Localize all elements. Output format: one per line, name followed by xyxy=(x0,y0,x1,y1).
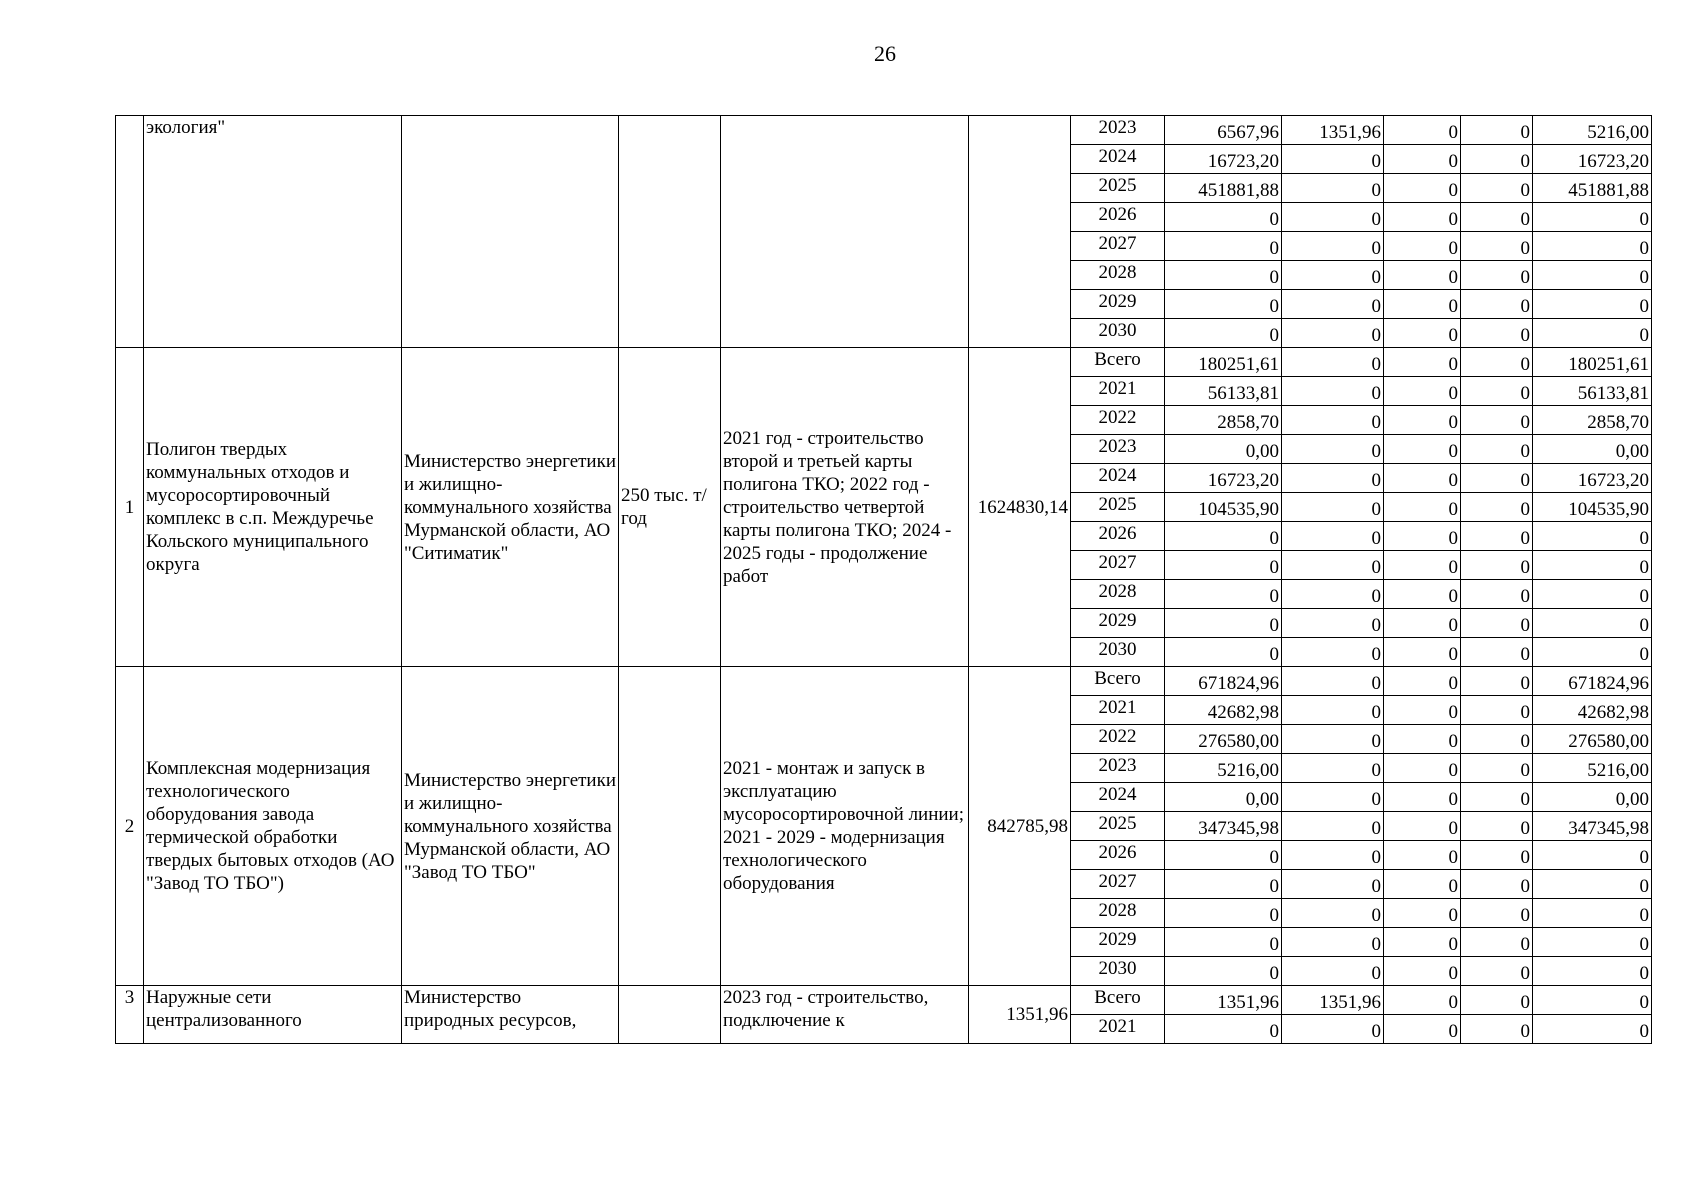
year-cell: 2026 xyxy=(1071,522,1165,551)
page-number: 26 xyxy=(874,41,896,66)
year-cell: 2023 xyxy=(1071,116,1165,145)
amount-cell: 0 xyxy=(1384,174,1461,203)
amount-cell: 0 xyxy=(1384,580,1461,609)
amount-cell: 0 xyxy=(1384,377,1461,406)
amount-cell: 0 xyxy=(1384,522,1461,551)
amount-cell: 0 xyxy=(1461,435,1533,464)
amount-cell: 1351,96 xyxy=(1282,986,1384,1015)
amount-cell: 0 xyxy=(1461,696,1533,725)
amount-cell: 0 xyxy=(1384,754,1461,783)
year-cell: 2027 xyxy=(1071,551,1165,580)
year-cell: 2030 xyxy=(1071,957,1165,986)
amount-cell: 0 xyxy=(1384,783,1461,812)
amount-cell: 0 xyxy=(1533,261,1652,290)
amount-cell: 0 xyxy=(1165,899,1282,928)
amount-cell: 0 xyxy=(1384,232,1461,261)
amount-cell: 0 xyxy=(1384,638,1461,667)
table-row xyxy=(116,348,1652,377)
amount-cell: 0 xyxy=(1533,841,1652,870)
year-cell: 2022 xyxy=(1071,725,1165,754)
amount-cell: 1351,96 xyxy=(1165,986,1282,1015)
cost-cell: 1351,96 xyxy=(969,986,1071,1044)
amount-cell: 0 xyxy=(1165,870,1282,899)
amount-cell: 0,00 xyxy=(1165,435,1282,464)
amount-cell: 0 xyxy=(1282,290,1384,319)
stages-cell: 2021 - монтаж и запуск в эксплуатацию мусоросортировочной линии; 2021 - 2029 - модернизация технологического оборудования xyxy=(721,667,969,986)
amount-cell: 0 xyxy=(1282,145,1384,174)
amount-cell: 0 xyxy=(1533,319,1652,348)
year-cell: 2024 xyxy=(1071,783,1165,812)
amount-cell: 0 xyxy=(1533,609,1652,638)
amount-cell: 0 xyxy=(1461,609,1533,638)
amount-cell: 0 xyxy=(1384,551,1461,580)
amount-cell: 0 xyxy=(1165,290,1282,319)
year-cell: 2021 xyxy=(1071,696,1165,725)
amount-cell: 0 xyxy=(1461,232,1533,261)
row-number-cell: 1 xyxy=(116,348,144,667)
amount-cell: 0 xyxy=(1461,580,1533,609)
amount-cell: 0 xyxy=(1384,957,1461,986)
table-row xyxy=(116,667,1652,696)
amount-cell: 56133,81 xyxy=(1533,377,1652,406)
year-cell: 2030 xyxy=(1071,638,1165,667)
amount-cell: 0 xyxy=(1384,203,1461,232)
amount-cell: 0 xyxy=(1384,464,1461,493)
amount-cell: 671824,96 xyxy=(1533,667,1652,696)
amount-cell: 0 xyxy=(1461,319,1533,348)
capacity-cell xyxy=(619,986,721,1044)
amount-cell: 0 xyxy=(1461,783,1533,812)
executor-cell: Министерство природных ресурсов, xyxy=(402,986,619,1044)
year-cell: 2028 xyxy=(1071,261,1165,290)
year-cell: 2024 xyxy=(1071,464,1165,493)
amount-cell: 0 xyxy=(1461,928,1533,957)
year-cell: 2025 xyxy=(1071,493,1165,522)
amount-cell: 0 xyxy=(1165,551,1282,580)
amount-cell: 104535,90 xyxy=(1533,493,1652,522)
amount-cell: 0 xyxy=(1384,899,1461,928)
amount-cell: 0 xyxy=(1282,319,1384,348)
amount-cell: 0 xyxy=(1282,870,1384,899)
amount-cell: 0 xyxy=(1533,203,1652,232)
amount-cell: 0 xyxy=(1282,522,1384,551)
amount-cell: 180251,61 xyxy=(1165,348,1282,377)
year-cell: 2026 xyxy=(1071,203,1165,232)
amount-cell: 0 xyxy=(1165,928,1282,957)
amount-cell: 0 xyxy=(1282,754,1384,783)
amount-cell: 451881,88 xyxy=(1533,174,1652,203)
amount-cell: 0 xyxy=(1461,116,1533,145)
amount-cell: 0 xyxy=(1384,290,1461,319)
row-number-cell xyxy=(116,116,144,348)
year-cell: Всего xyxy=(1071,348,1165,377)
amount-cell: 16723,20 xyxy=(1165,464,1282,493)
amount-cell: 0 xyxy=(1384,1015,1461,1044)
cost-cell: 1624830,14 xyxy=(969,348,1071,667)
amount-cell: 0 xyxy=(1461,261,1533,290)
amount-cell: 16723,20 xyxy=(1165,145,1282,174)
amount-cell: 5216,00 xyxy=(1533,754,1652,783)
amount-cell: 0 xyxy=(1461,493,1533,522)
amount-cell: 0 xyxy=(1282,377,1384,406)
amount-cell: 0 xyxy=(1461,986,1533,1015)
empty-cell xyxy=(721,116,969,348)
amount-cell: 0 xyxy=(1533,870,1652,899)
amount-cell: 56133,81 xyxy=(1165,377,1282,406)
executor-cell: Министерство энергетики и жилищно-коммунального хозяйства Мурманской области, АО "Завод ТО ТБО" xyxy=(402,667,619,986)
amount-cell: 0 xyxy=(1461,725,1533,754)
amount-cell: 0 xyxy=(1282,203,1384,232)
amount-cell: 0 xyxy=(1165,638,1282,667)
amount-cell: 0 xyxy=(1282,812,1384,841)
amount-cell: 0 xyxy=(1282,174,1384,203)
row-number-cell: 3 xyxy=(116,986,144,1044)
amount-cell: 0 xyxy=(1461,464,1533,493)
amount-cell: 276580,00 xyxy=(1165,725,1282,754)
year-cell: 2022 xyxy=(1071,406,1165,435)
capacity-cell xyxy=(619,667,721,986)
amount-cell: 0 xyxy=(1282,435,1384,464)
amount-cell: 0 xyxy=(1165,203,1282,232)
amount-cell: 671824,96 xyxy=(1165,667,1282,696)
amount-cell: 0 xyxy=(1461,406,1533,435)
amount-cell: 0 xyxy=(1533,957,1652,986)
year-cell: 2027 xyxy=(1071,232,1165,261)
amount-cell: 0 xyxy=(1282,725,1384,754)
amount-cell: 0 xyxy=(1533,928,1652,957)
year-cell: 2025 xyxy=(1071,174,1165,203)
year-cell: 2024 xyxy=(1071,145,1165,174)
amount-cell: 6567,96 xyxy=(1165,116,1282,145)
amount-cell: 0 xyxy=(1461,290,1533,319)
amount-cell: 276580,00 xyxy=(1533,725,1652,754)
amount-cell: 0 xyxy=(1384,696,1461,725)
amount-cell: 0 xyxy=(1165,609,1282,638)
year-cell: 2023 xyxy=(1071,435,1165,464)
year-cell: 2030 xyxy=(1071,319,1165,348)
year-cell: 2029 xyxy=(1071,290,1165,319)
amount-cell: 0 xyxy=(1533,986,1652,1015)
year-cell: 2023 xyxy=(1071,754,1165,783)
amount-cell: 5216,00 xyxy=(1165,754,1282,783)
table-row xyxy=(116,116,1652,145)
stages-cell: 2023 год - строительство, подключение к xyxy=(721,986,969,1044)
amount-cell: 0 xyxy=(1461,348,1533,377)
amount-cell: 0,00 xyxy=(1533,435,1652,464)
amount-cell: 0 xyxy=(1533,522,1652,551)
amount-cell: 0 xyxy=(1282,1015,1384,1044)
amount-cell: 0 xyxy=(1282,667,1384,696)
year-cell: 2028 xyxy=(1071,580,1165,609)
project-name-cell: экология" xyxy=(144,116,402,348)
amount-cell: 0 xyxy=(1384,493,1461,522)
year-cell: Всего xyxy=(1071,667,1165,696)
amount-cell: 0 xyxy=(1384,116,1461,145)
amount-cell: 0 xyxy=(1461,1015,1533,1044)
investment-table xyxy=(115,115,1652,1044)
amount-cell: 0 xyxy=(1282,261,1384,290)
amount-cell: 0 xyxy=(1282,493,1384,522)
amount-cell: 0 xyxy=(1461,145,1533,174)
amount-cell: 0 xyxy=(1282,696,1384,725)
year-cell: 2029 xyxy=(1071,928,1165,957)
amount-cell: 0 xyxy=(1533,638,1652,667)
amount-cell: 0 xyxy=(1282,783,1384,812)
empty-cell xyxy=(402,116,619,348)
amount-cell: 1351,96 xyxy=(1282,116,1384,145)
amount-cell: 0 xyxy=(1282,348,1384,377)
empty-cell xyxy=(619,116,721,348)
amount-cell: 0 xyxy=(1282,232,1384,261)
amount-cell: 0 xyxy=(1461,812,1533,841)
row-number-cell: 2 xyxy=(116,667,144,986)
amount-cell: 0 xyxy=(1461,841,1533,870)
amount-cell: 0 xyxy=(1461,174,1533,203)
amount-cell: 16723,20 xyxy=(1533,464,1652,493)
stages-cell: 2021 год - строительство второй и третьей карты полигона ТКО; 2022 год - строительство четвертой карты полигона ТКО; 2024 - 2025 годы - продолжение работ xyxy=(721,348,969,667)
amount-cell: 0,00 xyxy=(1165,783,1282,812)
amount-cell: 5216,00 xyxy=(1533,116,1652,145)
amount-cell: 0 xyxy=(1282,841,1384,870)
amount-cell: 0 xyxy=(1533,290,1652,319)
amount-cell: 0 xyxy=(1384,261,1461,290)
amount-cell: 0 xyxy=(1461,522,1533,551)
amount-cell: 0 xyxy=(1282,609,1384,638)
year-cell: 2027 xyxy=(1071,870,1165,899)
amount-cell: 0 xyxy=(1282,638,1384,667)
amount-cell: 0 xyxy=(1461,551,1533,580)
amount-cell: 0 xyxy=(1384,319,1461,348)
amount-cell: 0 xyxy=(1461,203,1533,232)
amount-cell: 0 xyxy=(1533,232,1652,261)
amount-cell: 0 xyxy=(1533,580,1652,609)
amount-cell: 0 xyxy=(1165,232,1282,261)
amount-cell: 2858,70 xyxy=(1533,406,1652,435)
amount-cell: 0 xyxy=(1384,348,1461,377)
executor-cell: Министерство энергетики и жилищно-коммунального хозяйства Мурманской области, АО "Ситиматик" xyxy=(402,348,619,667)
amount-cell: 0 xyxy=(1282,406,1384,435)
amount-cell: 0 xyxy=(1165,841,1282,870)
cost-cell: 842785,98 xyxy=(969,667,1071,986)
amount-cell: 0 xyxy=(1384,870,1461,899)
amount-cell: 0 xyxy=(1384,725,1461,754)
amount-cell: 104535,90 xyxy=(1165,493,1282,522)
amount-cell: 0 xyxy=(1165,957,1282,986)
amount-cell: 0 xyxy=(1533,899,1652,928)
amount-cell: 0 xyxy=(1461,754,1533,783)
amount-cell: 0 xyxy=(1533,551,1652,580)
project-name-cell: Полигон твердых коммунальных отходов и мусоросортировочный комплекс в с.п. Междуречье Кольского муниципального округа xyxy=(144,348,402,667)
year-cell: 2028 xyxy=(1071,899,1165,928)
amount-cell: 0 xyxy=(1461,377,1533,406)
amount-cell: 0 xyxy=(1384,145,1461,174)
amount-cell: 0,00 xyxy=(1533,783,1652,812)
amount-cell: 0 xyxy=(1461,957,1533,986)
amount-cell: 0 xyxy=(1384,812,1461,841)
amount-cell: 0 xyxy=(1533,1015,1652,1044)
capacity-cell: 250 тыс. т/год xyxy=(619,348,721,667)
amount-cell: 0 xyxy=(1461,899,1533,928)
amount-cell: 0 xyxy=(1384,406,1461,435)
amount-cell: 0 xyxy=(1165,261,1282,290)
amount-cell: 0 xyxy=(1461,638,1533,667)
table-row xyxy=(116,986,1652,1015)
year-cell: 2025 xyxy=(1071,812,1165,841)
amount-cell: 2858,70 xyxy=(1165,406,1282,435)
amount-cell: 180251,61 xyxy=(1533,348,1652,377)
amount-cell: 0 xyxy=(1282,899,1384,928)
project-name-cell: Комплексная модернизация технологического оборудования завода термической обработки твердых бытовых отходов (АО "Завод ТО ТБО") xyxy=(144,667,402,986)
amount-cell: 347345,98 xyxy=(1165,812,1282,841)
amount-cell: 0 xyxy=(1384,986,1461,1015)
amount-cell: 0 xyxy=(1461,870,1533,899)
amount-cell: 0 xyxy=(1165,580,1282,609)
year-cell: Всего xyxy=(1071,986,1165,1015)
amount-cell: 42682,98 xyxy=(1533,696,1652,725)
amount-cell: 451881,88 xyxy=(1165,174,1282,203)
year-cell: 2029 xyxy=(1071,609,1165,638)
amount-cell: 0 xyxy=(1384,928,1461,957)
amount-cell: 42682,98 xyxy=(1165,696,1282,725)
amount-cell: 0 xyxy=(1384,667,1461,696)
year-cell: 2021 xyxy=(1071,1015,1165,1044)
amount-cell: 0 xyxy=(1165,522,1282,551)
amount-cell: 0 xyxy=(1282,928,1384,957)
amount-cell: 0 xyxy=(1165,1015,1282,1044)
amount-cell: 0 xyxy=(1282,957,1384,986)
amount-cell: 347345,98 xyxy=(1533,812,1652,841)
amount-cell: 0 xyxy=(1282,580,1384,609)
amount-cell: 0 xyxy=(1384,841,1461,870)
year-cell: 2026 xyxy=(1071,841,1165,870)
amount-cell: 16723,20 xyxy=(1533,145,1652,174)
project-name-cell: Наружные сети централизованного xyxy=(144,986,402,1044)
year-cell: 2021 xyxy=(1071,377,1165,406)
amount-cell: 0 xyxy=(1384,609,1461,638)
amount-cell: 0 xyxy=(1282,551,1384,580)
amount-cell: 0 xyxy=(1282,464,1384,493)
amount-cell: 0 xyxy=(1384,435,1461,464)
amount-cell: 0 xyxy=(1165,319,1282,348)
amount-cell: 0 xyxy=(1461,667,1533,696)
empty-cell xyxy=(969,116,1071,348)
